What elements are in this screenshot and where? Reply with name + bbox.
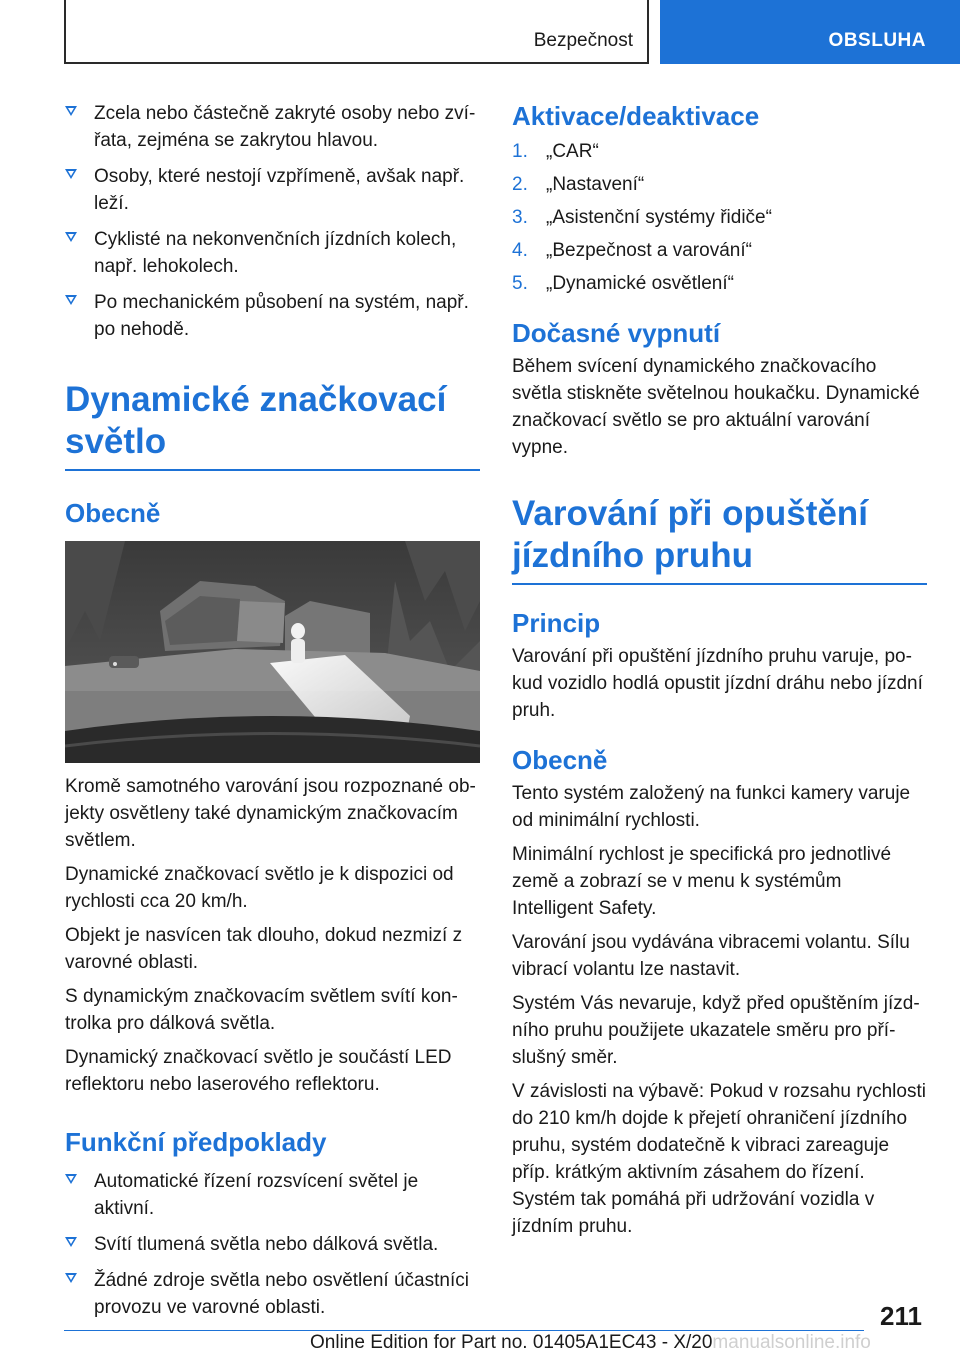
list-item: 5. „Dynamické osvětlení“ xyxy=(512,273,734,294)
list-item: 4. „Bezpečnost a varování“ xyxy=(512,240,752,261)
list-item: Žádné zdroje světla nebo osvětlení účastníci provozu ve varovné oblasti. xyxy=(65,1267,480,1321)
list-item: Zcela nebo částečně zakryté osoby nebo zvířata, zejména se zakrytou hlavou. xyxy=(65,100,480,154)
watermark: manualsonline.info xyxy=(712,1332,871,1353)
chapter-tab xyxy=(660,0,960,64)
footer-divider xyxy=(64,1330,864,1331)
list-item: Automatické řízení rozsvícení světel je aktivní. xyxy=(65,1168,480,1222)
paragraph: Dynamické značkovací světlo je k dispozici od rychlosti cca 20 km/h. xyxy=(65,864,454,912)
left-column xyxy=(65,100,480,1330)
paragraph: Objekt je nasvícen tak dlouho, dokud nezmizí z varovné oblasti. xyxy=(65,925,463,973)
paragraph: S dynamickým značkovacím světlem svítí kontrolka pro dálková světla. xyxy=(65,986,458,1034)
paragraph: Tento systém založený na funkci kamery varuje od minimální rychlosti. xyxy=(512,783,911,831)
right-column xyxy=(512,100,927,1247)
page-number: 211 xyxy=(880,1301,922,1331)
heading-principle: Princip xyxy=(512,608,601,638)
heading-general: Obecně xyxy=(65,498,161,528)
paragraph: V závislosti na výbavě: Pokud v rozsahu rychlosti do 210 km/h dojde k přejetí ohraničení jízdního pruhu, systém dodatečně k vibraci zareaguje příp. krátkým aktivním zásahem do řízení. Systém tak pomáhá při udržování vozidla v jízdním pruhu. xyxy=(512,1081,926,1237)
bullet-triangle-icon xyxy=(65,1273,77,1283)
paragraph: Varování jsou vydávána vibracemi volantu. Sílu vibrací volantu lze nastavit. xyxy=(512,932,910,980)
list-item: 3. „Asistenční systémy řidiče“ xyxy=(512,207,772,228)
list-item: 1. „CAR“ xyxy=(512,141,599,162)
bullet-triangle-icon xyxy=(65,232,77,242)
list-item: 2. „Nastavení“ xyxy=(512,174,645,195)
bullet-triangle-icon xyxy=(65,1174,77,1184)
paragraph: Systém Vás nevaruje, když před opuštěním jízdního pruhu použijete ukazatele směru pro příslušný směr. xyxy=(512,993,920,1068)
list-item: Po mechanickém působení na systém, např. po nehodě. xyxy=(65,289,480,343)
bullet-triangle-icon xyxy=(65,169,77,179)
paragraph: Dynamický značkovací světlo je součástí LED reflektoru nebo laserového reflektoru. xyxy=(65,1047,452,1095)
paragraph: Během svícení dynamického značkovacího světla stiskněte světelnou houkačku. Dynamické značkovací světlo se pro aktuální varování vypne. xyxy=(512,356,920,458)
footer-edition: Online Edition for Part no. 01405A1EC43 - X/20manualsonline.info xyxy=(310,1332,871,1353)
heading-temporary-off: Dočasné vypnutí xyxy=(512,318,721,348)
heading-general: Obecně xyxy=(512,745,608,775)
chapter-tab-label: OBSLUHA xyxy=(828,30,926,51)
paragraph: Minimální rychlost je specifická pro jednotlivé země a zobrazí se v menu k systémům Intelligent Safety. xyxy=(512,844,892,919)
bullet-triangle-icon xyxy=(65,295,77,305)
heading-dynamic-marker-light: Dynamické značkovací světlo xyxy=(65,379,480,471)
header-frame xyxy=(64,0,649,64)
paragraph: Varování při opuštění jízdního pruhu varuje, pokud vozidlo hodlá opustit jízdní dráhu nebo jízdní pruh. xyxy=(512,646,923,721)
heading-lane-departure-warning: Varování při opuštění jízdního pruhu xyxy=(512,493,927,585)
heading-requirements: Funkční předpoklady xyxy=(65,1127,327,1157)
bullet-triangle-icon xyxy=(65,106,77,116)
bullet-triangle-icon xyxy=(65,1237,77,1247)
night-road-illustration xyxy=(65,541,480,763)
list-item: Osoby, které nestojí vzpřímeně, avšak např. leží. xyxy=(65,163,480,217)
paragraph: Kromě samotného varování jsou rozpoznané objekty osvětleny také dynamickým značkovacím světlem. xyxy=(65,776,476,851)
heading-activation: Aktivace/deaktivace xyxy=(512,101,760,131)
list-item: Cyklisté na nekonvenčních jízdních kolech, např. lehokolech. xyxy=(65,226,480,280)
section-title: Bezpečnost xyxy=(533,30,633,51)
list-item: Svítí tlumená světla nebo dálková světla. xyxy=(65,1231,480,1258)
